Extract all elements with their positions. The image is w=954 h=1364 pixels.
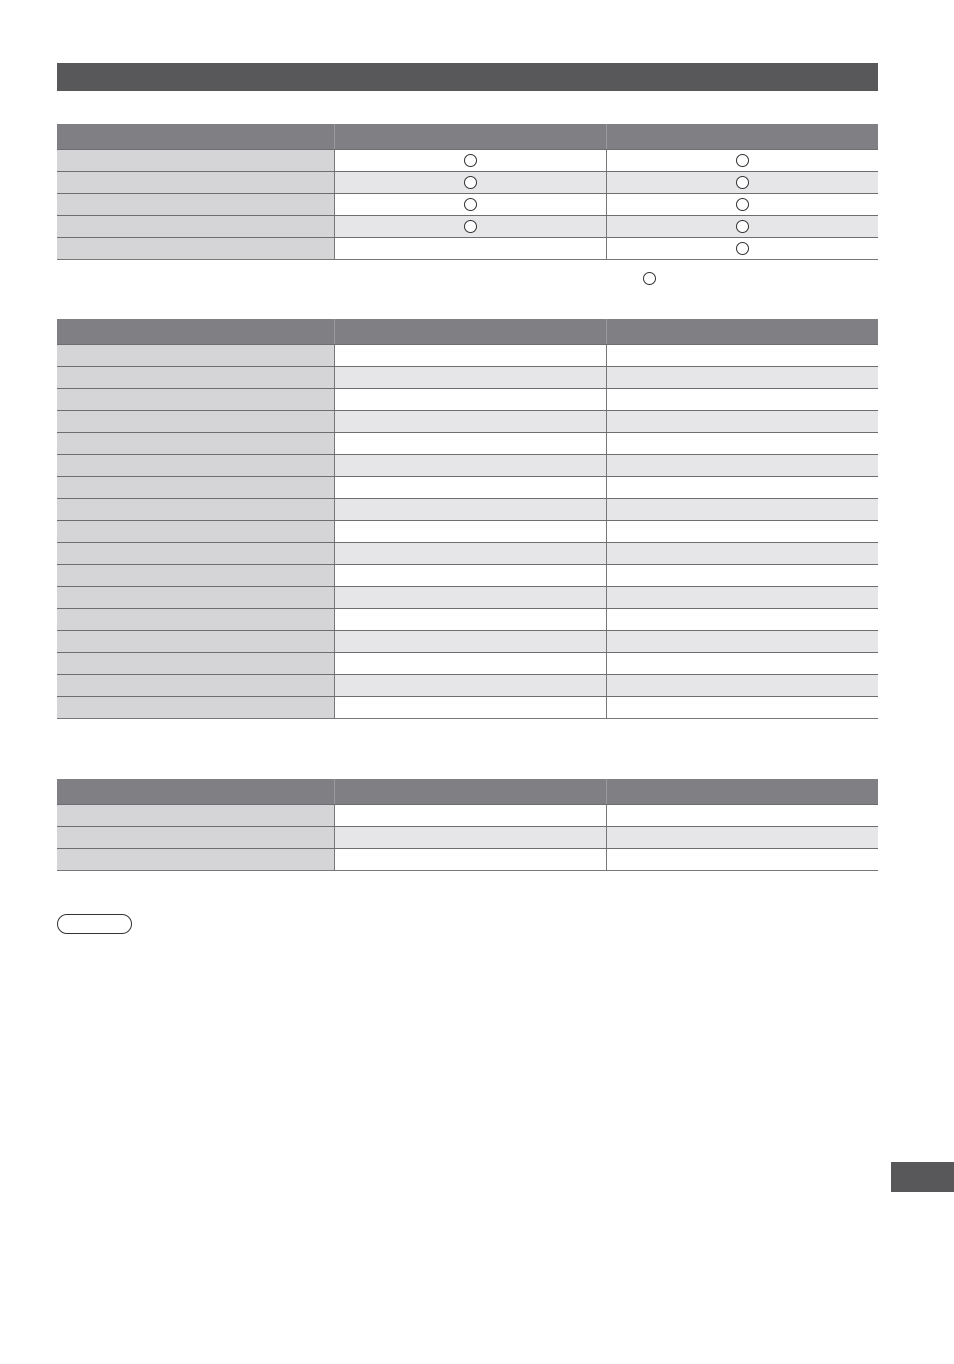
column-header [606, 124, 878, 149]
row-label [57, 389, 334, 410]
table-cell [606, 150, 878, 171]
circle-mark-icon [464, 220, 477, 233]
table-cell [334, 521, 606, 542]
table-row [57, 674, 878, 696]
table-row [57, 564, 878, 586]
circle-mark-icon [736, 198, 749, 211]
table-row [57, 476, 878, 498]
circle-mark-icon [643, 272, 656, 285]
row-label [57, 345, 334, 366]
table-cell [334, 238, 606, 259]
circle-mark-icon [736, 154, 749, 167]
row-label [57, 499, 334, 520]
table-row [57, 388, 878, 410]
table-row [57, 586, 878, 608]
table-cell [334, 172, 606, 193]
table-cell [334, 499, 606, 520]
table-cell [334, 216, 606, 237]
table-row [57, 454, 878, 476]
table-header-row [57, 779, 878, 804]
table-row [57, 826, 878, 848]
table-cell [606, 499, 878, 520]
table-cell [334, 587, 606, 608]
row-label [57, 367, 334, 388]
compatibility-table [57, 124, 878, 260]
row-label [57, 565, 334, 586]
table-row [57, 630, 878, 652]
table-cell [606, 587, 878, 608]
row-label [57, 609, 334, 630]
table-cell [606, 367, 878, 388]
table-cell [334, 433, 606, 454]
table-row [57, 410, 878, 432]
table-cell [334, 411, 606, 432]
row-label [57, 827, 334, 848]
table-row [57, 542, 878, 564]
table-row [57, 149, 878, 171]
table-cell [606, 345, 878, 366]
table-cell [334, 194, 606, 215]
table-cell [334, 455, 606, 476]
column-header [606, 319, 878, 344]
table-cell [606, 805, 878, 826]
table-cell [606, 653, 878, 674]
table-cell [606, 849, 878, 870]
column-header [334, 779, 606, 804]
circle-mark-icon [736, 242, 749, 255]
table-cell [606, 455, 878, 476]
table-header-row [57, 124, 878, 149]
table-row [57, 608, 878, 630]
table-row [57, 171, 878, 193]
table-cell [606, 172, 878, 193]
row-label [57, 675, 334, 696]
table-cell [606, 565, 878, 586]
table-cell [334, 367, 606, 388]
circle-mark-icon [736, 176, 749, 189]
table-cell [334, 477, 606, 498]
table-cell [606, 609, 878, 630]
table-cell [606, 543, 878, 564]
column-header [334, 124, 606, 149]
table-cell [606, 216, 878, 237]
row-label [57, 521, 334, 542]
row-label [57, 631, 334, 652]
circle-mark-icon [464, 154, 477, 167]
table-cell [606, 477, 878, 498]
circle-mark-icon [464, 198, 477, 211]
column-header [57, 319, 334, 344]
row-label [57, 805, 334, 826]
circle-mark-icon [736, 220, 749, 233]
table-cell [334, 345, 606, 366]
table-cell [334, 565, 606, 586]
row-label [57, 238, 334, 259]
table-cell [606, 827, 878, 848]
table-cell [334, 631, 606, 652]
section-title-bar [57, 63, 878, 91]
table-cell [334, 150, 606, 171]
row-label [57, 455, 334, 476]
column-header [334, 319, 606, 344]
table-cell [334, 543, 606, 564]
table-row [57, 696, 878, 718]
table-cell [334, 675, 606, 696]
row-label [57, 411, 334, 432]
table-cell [606, 194, 878, 215]
table-row [57, 366, 878, 388]
table-row [57, 215, 878, 237]
row-label [57, 477, 334, 498]
row-label [57, 150, 334, 171]
table-row [57, 432, 878, 454]
table-row [57, 344, 878, 366]
table-row [57, 520, 878, 542]
table-row [57, 652, 878, 674]
row-label [57, 433, 334, 454]
secondary-table [57, 779, 878, 871]
row-label [57, 543, 334, 564]
table-row [57, 498, 878, 520]
table-cell [334, 697, 606, 718]
row-label [57, 172, 334, 193]
row-label [57, 697, 334, 718]
table-cell [606, 389, 878, 410]
table-cell [334, 805, 606, 826]
row-label [57, 653, 334, 674]
row-label [57, 587, 334, 608]
page-tab [891, 1162, 954, 1192]
row-label [57, 216, 334, 237]
row-label [57, 194, 334, 215]
specification-table [57, 319, 878, 719]
column-header [606, 779, 878, 804]
table-row [57, 193, 878, 215]
table-cell [334, 827, 606, 848]
table-header-row [57, 319, 878, 344]
table-cell [334, 389, 606, 410]
table-row [57, 237, 878, 259]
table-cell [334, 653, 606, 674]
table-cell [606, 433, 878, 454]
table-cell [606, 238, 878, 259]
column-header [57, 124, 334, 149]
table-cell [334, 609, 606, 630]
table-cell [606, 411, 878, 432]
note-badge [57, 914, 132, 934]
circle-mark-icon [464, 176, 477, 189]
table-cell [606, 631, 878, 652]
table-row [57, 804, 878, 826]
row-label [57, 849, 334, 870]
table-cell [606, 697, 878, 718]
table-cell [606, 675, 878, 696]
table-cell [334, 849, 606, 870]
table-cell [606, 521, 878, 542]
column-header [57, 779, 334, 804]
table-row [57, 848, 878, 870]
